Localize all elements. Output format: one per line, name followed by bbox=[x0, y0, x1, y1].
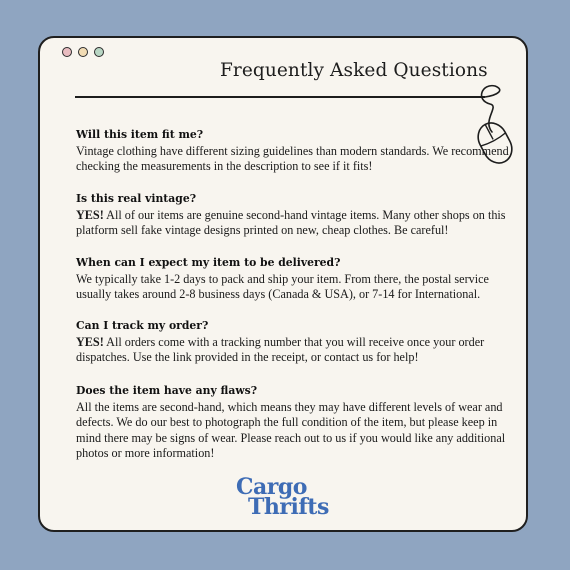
faq-item-3 bbox=[76, 256, 516, 303]
logo-line-2: Thrifts bbox=[248, 494, 329, 520]
window-dot-pink[interactable] bbox=[62, 47, 72, 57]
brand-logo bbox=[236, 474, 329, 520]
faq-answer-lead: YES! bbox=[76, 335, 104, 349]
faq-question: Does the item have any flaws? bbox=[76, 384, 258, 397]
faq-question: Will this item fit me? bbox=[76, 128, 204, 141]
faq-item-2 bbox=[76, 192, 516, 239]
faq-answer-text: All orders come with a tracking number that you will receive once your order dispatches. Use the link provided in the receipt, or contact us for help! bbox=[76, 335, 485, 365]
faq-answer bbox=[76, 335, 516, 366]
faq-answer bbox=[76, 208, 516, 239]
faq-item-1 bbox=[76, 128, 516, 175]
window-controls bbox=[62, 47, 104, 57]
faq-question: When can I expect my item to be delivered? bbox=[76, 256, 341, 269]
window-dot-yellow[interactable] bbox=[78, 47, 88, 57]
window-dot-green[interactable] bbox=[94, 47, 104, 57]
faq-answer bbox=[76, 272, 516, 303]
faq-answer-lead: YES! bbox=[76, 208, 104, 222]
faq-question: Is this real vintage? bbox=[76, 192, 197, 205]
faq-answer bbox=[76, 400, 516, 461]
faq-answer bbox=[76, 144, 516, 175]
faq-question: Can I track my order? bbox=[76, 319, 209, 332]
faq-answer-text: Vintage clothing have different sizing guidelines than modern standards. We recommend checking the measurements in the description to see if it fits! bbox=[76, 144, 509, 174]
logo-line-1: Cargo bbox=[236, 474, 307, 500]
faq-answer-text: We typically take 1-2 days to pack and ship your item. From there, the postal service usually takes around 2-8 business days (Canada & USA), or 7-14 for International. bbox=[76, 272, 489, 302]
faq-item-5 bbox=[76, 384, 516, 461]
faq-answer-text: All of our items are genuine second-hand vintage items. Many other shops on this platform sell fake vintage designs printed on new, cheap clothes. Be careful! bbox=[76, 208, 506, 238]
faq-item-4 bbox=[76, 319, 516, 366]
page-title: Frequently Asked Questions bbox=[220, 60, 488, 81]
faq-answer-text: All the items are second-hand, which means they may have different levels of wear and defects. We do our best to photograph the full condition of the item, but please keep in mind there may be signs of wear. Please reach out to us if you would like any additional photos or more information! bbox=[76, 400, 506, 460]
